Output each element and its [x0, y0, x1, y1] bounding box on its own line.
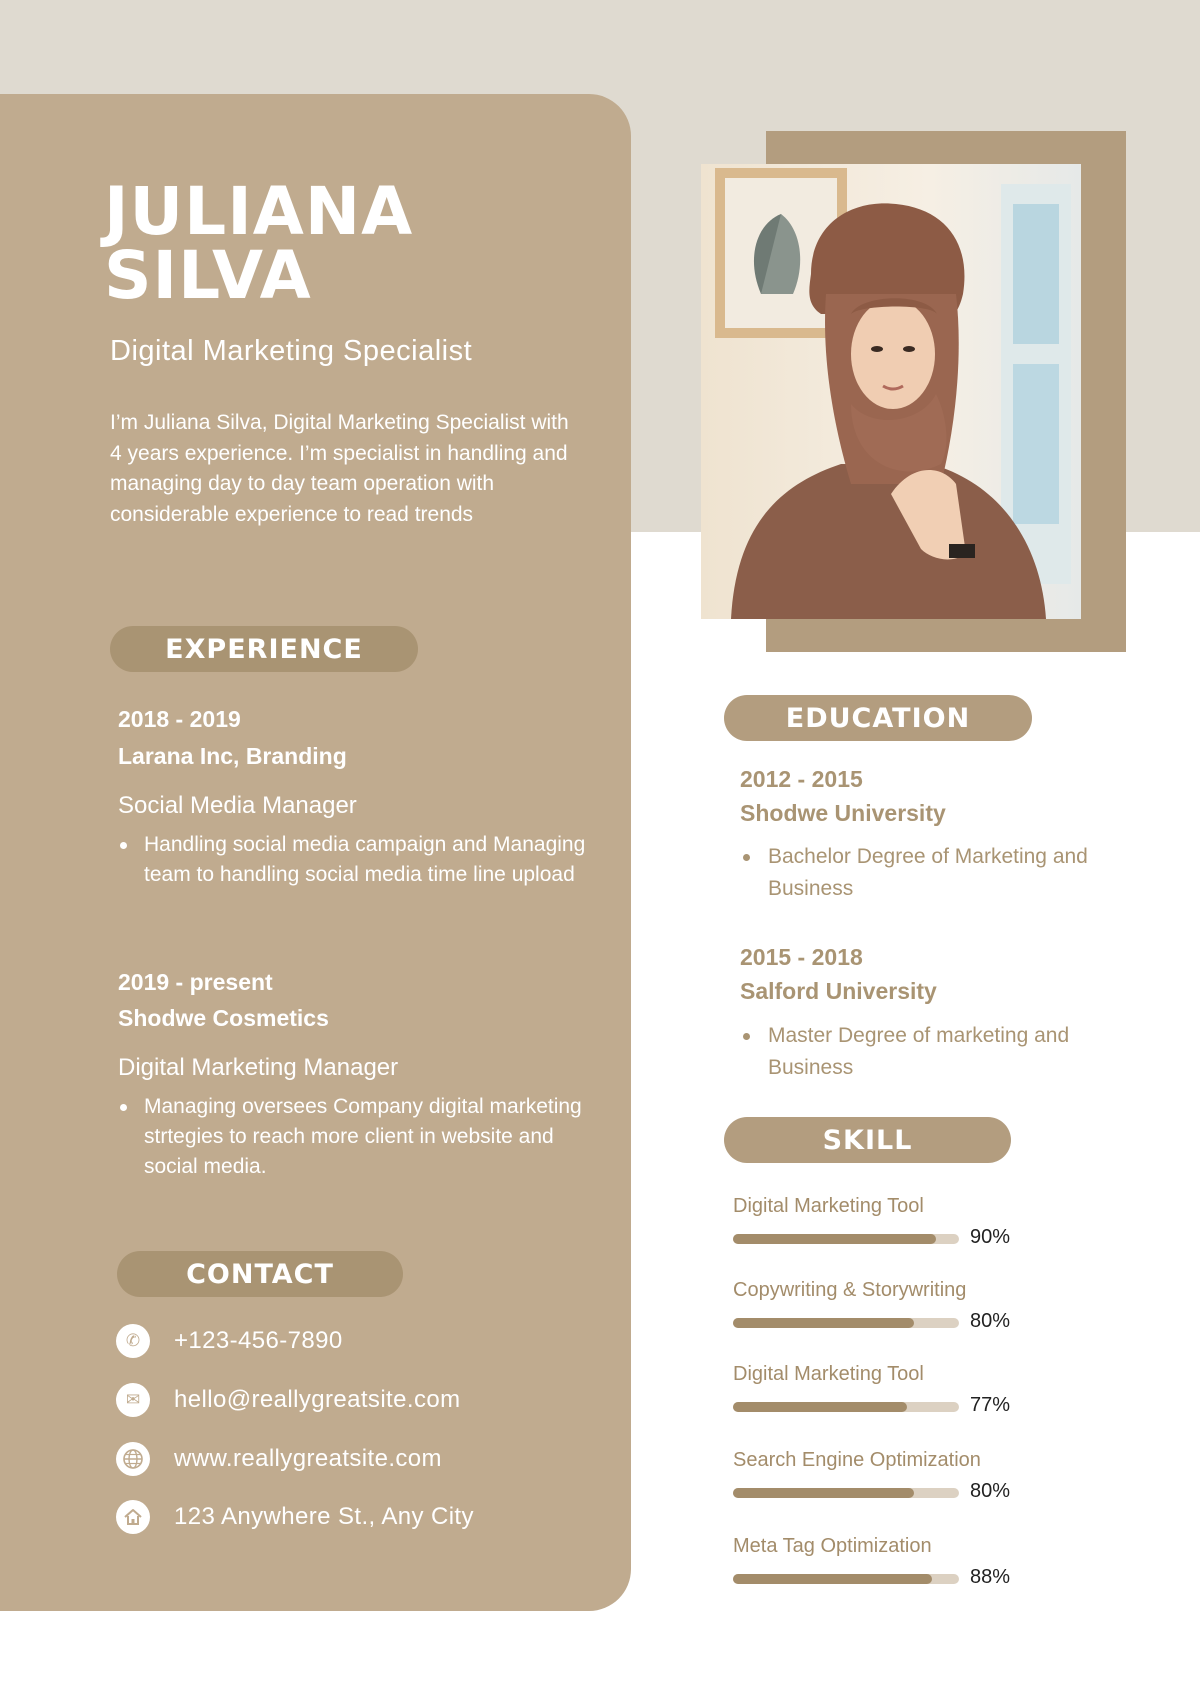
skill-item	[733, 1449, 1033, 1502]
skill-percent: 88%	[970, 1566, 1011, 1588]
experience-bullet	[118, 1092, 588, 1182]
last-name: SILVA	[104, 237, 312, 314]
bullet-dot	[743, 854, 750, 861]
skill-bar-fill	[733, 1488, 914, 1498]
skill-bar-fill	[733, 1574, 932, 1584]
phone-icon: ✆	[116, 1324, 150, 1358]
bullet-dot	[743, 1033, 750, 1040]
skill-heading: SKILL	[724, 1117, 1011, 1163]
skill-percent: 80%	[970, 1310, 1011, 1332]
education-bullet	[742, 841, 1122, 905]
skill-item	[733, 1279, 1033, 1332]
experience-heading: EXPERIENCE	[110, 626, 418, 672]
education-bullet-text: Master Degree of marketing and Business	[768, 1024, 1070, 1079]
bullet-dot	[120, 1104, 127, 1111]
skill-name: Copywriting & Storywriting	[733, 1279, 967, 1301]
contact-heading: CONTACT	[117, 1251, 403, 1297]
skill-bar-fill	[733, 1318, 914, 1328]
education-school: Shodwe University	[740, 800, 946, 826]
skill-bar-track	[733, 1318, 959, 1328]
skill-bar-track	[733, 1574, 959, 1584]
globe-icon	[116, 1442, 150, 1476]
experience-bullet-text: Handling social media campaign and Managing team to handling social media time line upload	[144, 833, 586, 886]
skill-bar-track	[733, 1402, 959, 1412]
skill-item	[733, 1195, 1033, 1248]
experience-years: 2019 - present	[118, 969, 273, 995]
experience-company: Shodwe Cosmetics	[118, 1005, 329, 1031]
contact-website[interactable]	[116, 1442, 442, 1476]
skill-name: Digital Marketing Tool	[733, 1363, 924, 1385]
experience-years: 2018 - 2019	[118, 706, 241, 732]
skill-name: Search Engine Optimization	[733, 1449, 981, 1471]
skill-bar-fill	[733, 1234, 936, 1244]
skill-name: Meta Tag Optimization	[733, 1535, 932, 1557]
education-bullet	[742, 1020, 1122, 1084]
education-heading: EDUCATION	[724, 695, 1032, 741]
contact-email[interactable]	[116, 1383, 460, 1417]
skill-name: Digital Marketing Tool	[733, 1195, 924, 1217]
profile-summary: I’m Juliana Silva, Digital Marketing Specialist with 4 years experience. I’m specialist in handling and managing day to day team operation with considerable experience to read trends	[110, 411, 569, 526]
job-title: Digital Marketing Specialist	[110, 335, 473, 367]
contact-email-text: hello@reallygreatsite.com	[174, 1386, 461, 1413]
education-years: 2012 - 2015	[740, 766, 863, 792]
skill-item	[733, 1535, 1033, 1588]
experience-role: Social Media Manager	[118, 792, 357, 819]
home-icon	[116, 1500, 150, 1534]
skill-percent: 77%	[970, 1394, 1011, 1416]
skill-bar-track	[733, 1234, 959, 1244]
profile-photo	[701, 164, 1081, 619]
candidate-name	[104, 173, 414, 314]
experience-company: Larana Inc, Branding	[118, 743, 347, 769]
experience-role: Digital Marketing Manager	[118, 1054, 399, 1081]
skill-percent: 80%	[970, 1480, 1011, 1502]
first-name: JULIANA	[104, 173, 414, 250]
skill-percent: 90%	[970, 1226, 1011, 1248]
bullet-dot	[120, 842, 127, 849]
contact-website-text: www.reallygreatsite.com	[174, 1445, 442, 1472]
experience-bullet-text: Managing oversees Company digital marketing strtegies to reach more client in website and social media.	[144, 1095, 582, 1178]
contact-address-text: 123 Anywhere St., Any City	[174, 1503, 474, 1530]
skill-bar-fill	[733, 1402, 907, 1412]
education-years: 2015 - 2018	[740, 944, 863, 970]
contact-phone[interactable]	[116, 1324, 343, 1358]
experience-bullet	[118, 830, 588, 890]
email-icon: ✉	[116, 1383, 150, 1417]
skill-bar-track	[733, 1488, 959, 1498]
education-school: Salford University	[740, 978, 937, 1004]
contact-phone-text: +123-456-7890	[174, 1327, 343, 1354]
contact-address	[116, 1500, 474, 1534]
skill-item	[733, 1363, 1033, 1416]
education-bullet-text: Bachelor Degree of Marketing and Business	[768, 845, 1088, 900]
